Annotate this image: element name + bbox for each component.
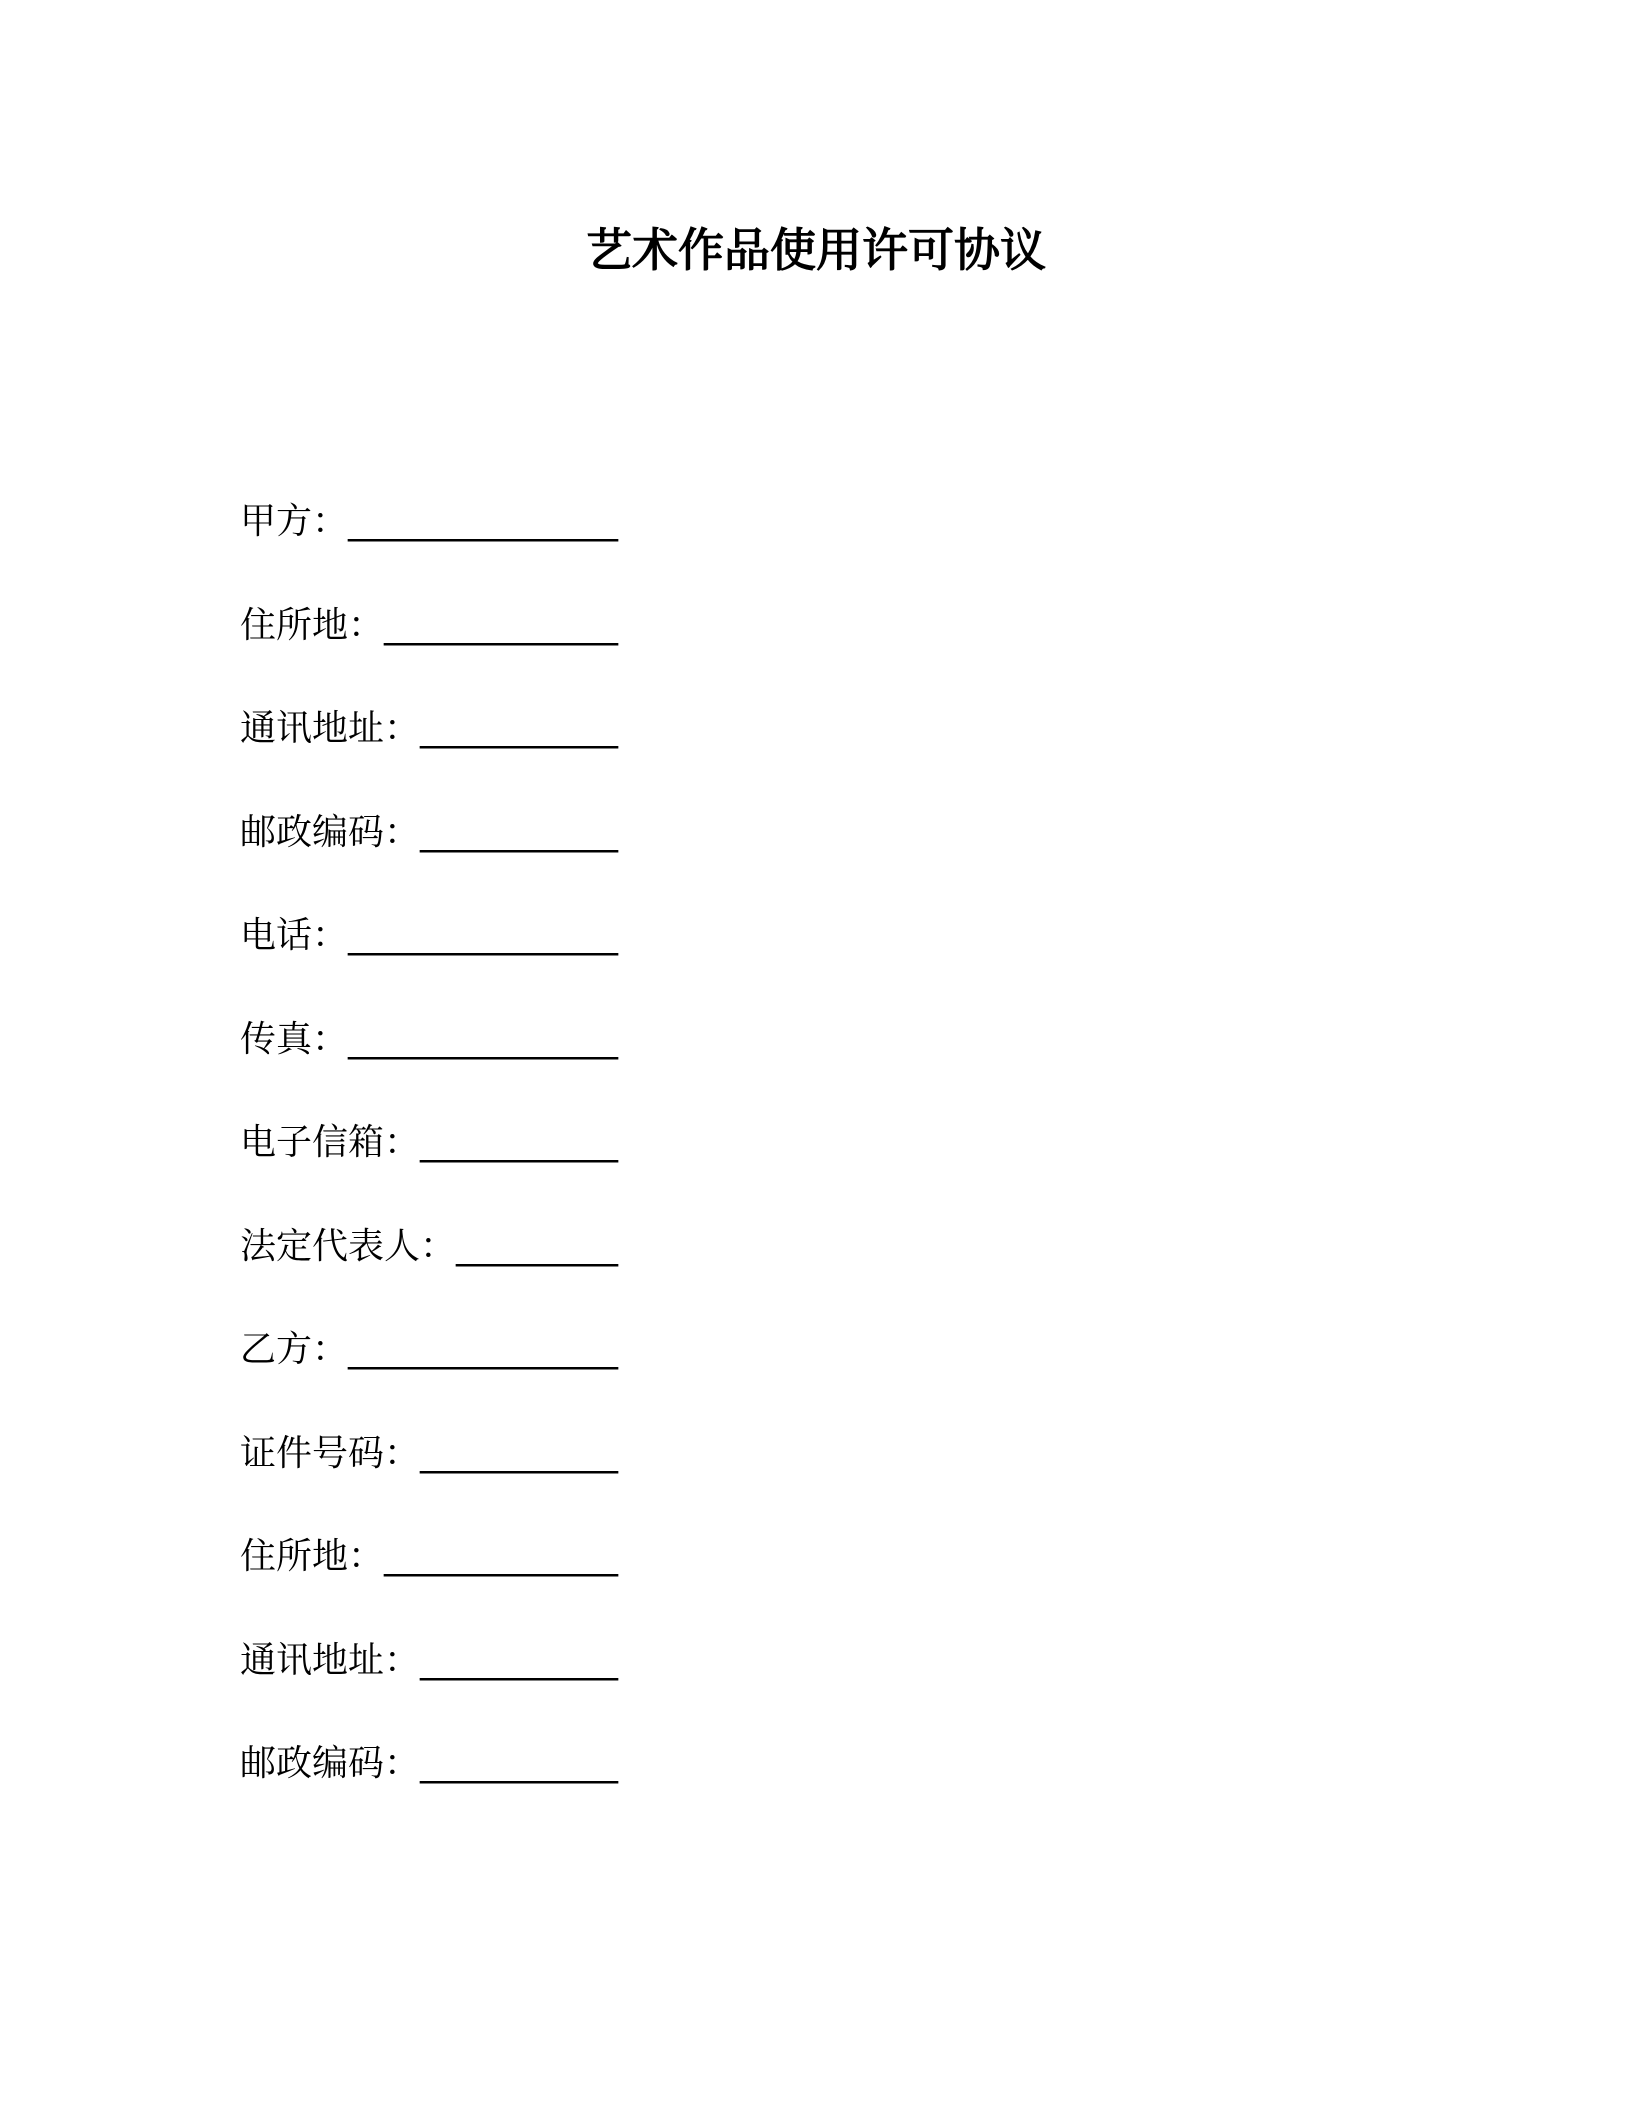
field-label: 住所地：	[240, 604, 385, 646]
field-party-a-residence	[240, 598, 1390, 702]
field-blank: _______________	[348, 915, 619, 956]
field-party-b	[240, 1322, 1390, 1426]
field-label: 证件号码：	[240, 1432, 421, 1474]
field-label: 通讯地址：	[240, 1639, 421, 1681]
field-party-a	[240, 494, 1390, 598]
field-label: 住所地：	[240, 1536, 385, 1577]
field-label: 甲方：	[240, 501, 349, 542]
field-blank: ___________	[420, 1743, 619, 1784]
document-title: 艺术作品使用许可协议	[586, 223, 1046, 277]
field-blank: _____________	[384, 1536, 619, 1577]
field-blank: ___________	[420, 1639, 619, 1681]
field-blank: _______________	[348, 1329, 619, 1370]
field-party-a-mailing-address	[240, 701, 1390, 805]
field-blank: _____________	[384, 604, 619, 646]
field-blank: _________	[456, 1225, 619, 1267]
field-party-a-email	[240, 1115, 1390, 1219]
field-party-b-id-number	[240, 1426, 1390, 1530]
field-label: 传真：	[240, 1018, 349, 1060]
field-label: 电话：	[240, 915, 349, 956]
field-label: 通讯地址：	[240, 708, 421, 749]
field-label: 邮政编码：	[240, 811, 421, 853]
field-label: 乙方：	[240, 1329, 349, 1370]
field-party-b-mailing-address	[240, 1633, 1390, 1737]
party-info-fields	[240, 494, 1390, 1840]
field-blank: ___________	[420, 1432, 619, 1474]
field-label: 法定代表人：	[240, 1225, 457, 1267]
field-party-a-phone	[240, 908, 1390, 1012]
field-blank: ___________	[420, 811, 619, 853]
field-party-a-fax	[240, 1012, 1390, 1116]
field-blank: ___________	[420, 708, 619, 749]
field-blank: _______________	[348, 501, 619, 542]
field-party-b-residence	[240, 1529, 1390, 1633]
field-blank: _______________	[348, 1018, 619, 1060]
field-party-a-postal-code	[240, 805, 1390, 909]
field-party-b-postal-code	[240, 1736, 1390, 1840]
field-party-a-legal-representative	[240, 1219, 1390, 1323]
field-label: 电子信箱：	[240, 1122, 421, 1163]
field-blank: ___________	[420, 1122, 619, 1163]
field-label: 邮政编码：	[240, 1743, 421, 1784]
